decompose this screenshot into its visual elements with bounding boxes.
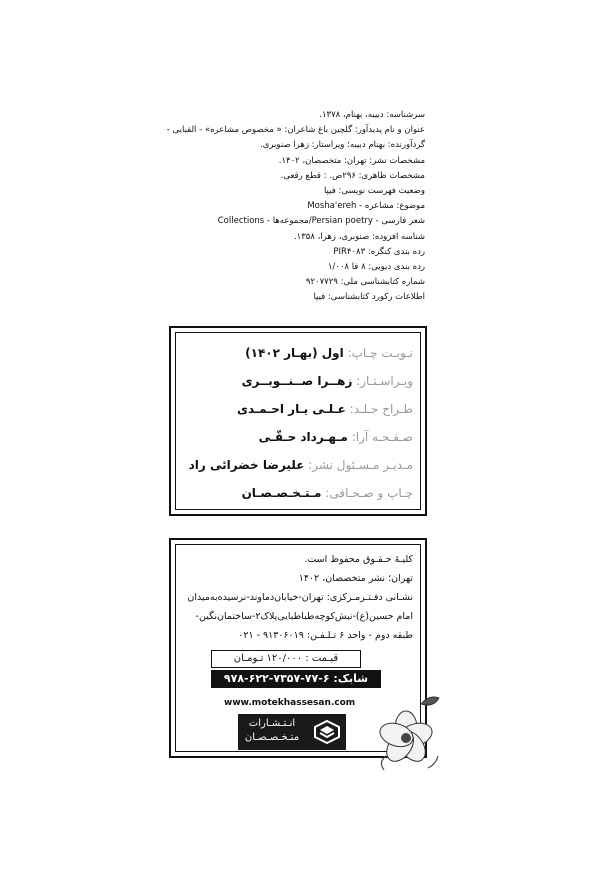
rights-text: کلیـهٔ حـقـوق محفوظ است. (304, 554, 413, 565)
credit-row-print (245, 346, 413, 360)
publisher-logo (238, 714, 346, 750)
cip-line: وضعیت فهرست نویسی: فیپا (323, 186, 425, 197)
credit-value: زهــرا صــنــوبــری (241, 374, 353, 388)
credit-row-cover (237, 402, 413, 416)
address-phone-line: طبقه دوم - واحد ۶ تـلـفـن: ۹۱۳۰۶۰۱۹ - ۰۲۱ (238, 630, 413, 641)
credit-value: عـلـی یـار احـمـدی (237, 402, 346, 416)
credit-label: مـدیـر مـسـئول نشر: (308, 458, 413, 472)
publisher-city-line: تهران؛ نشر متخصصان، ۱۴۰۲ (298, 573, 413, 584)
cip-line: شماره کتابشناسی ملی: ۹۲۰۷۷۲۹ (305, 277, 425, 288)
website-url: www.motekhassesan.com (224, 698, 356, 708)
credit-row-printing (242, 486, 413, 500)
logo-line: انـتـشـارات (248, 718, 296, 729)
credit-label: نـوبـت چـاپ: (347, 346, 413, 360)
credit-value: اول (بهـار ۱۴۰۲) (245, 346, 344, 360)
credits-box (169, 326, 427, 516)
credit-row-manager (189, 458, 413, 472)
cip-block (166, 108, 425, 306)
credit-label: صـفـحـه آرا: (351, 430, 413, 444)
cip-line: موضوع: مشاعره - Mosha'ereh (307, 201, 425, 212)
isbn-label: شابک: ۶-۷۷-۷۳۵۷-۶۲۲-۹۷۸ (211, 670, 381, 688)
cip-line: مشخصات نشر: تهران: متخصصان، ۱۴۰۲. (278, 155, 425, 166)
credit-value: علیرضا خضرائی راد (188, 458, 305, 472)
credit-label: ویـراسـتـار: (356, 374, 413, 388)
cip-line: گردآورنده: بهنام دبیبه؛ ویراستار: زهرا صنوبری. (260, 140, 425, 151)
cip-line: مشخصات ظاهری: ۲۹۶ص. : قطع رقعی. (280, 170, 425, 181)
credit-label: چـاپ و صـحـافی: (325, 486, 413, 500)
price-label: قیـمت : ۱۲۰/۰۰۰ تـومـان (211, 650, 361, 668)
logo-line: متـخـصـصـان (244, 732, 300, 743)
publisher-emblem-icon (314, 720, 340, 744)
cip-line: شعر فارسی - Persian poetry/مجموعه‌ها - Collections (217, 216, 425, 227)
cip-line: رده بندی کنگره: PIR۴۰۸۳ (333, 246, 425, 257)
cip-line: اطلاعات رکورد کتابشناسی: فیپا (313, 292, 425, 303)
credit-row-layout (259, 430, 413, 444)
credit-row-editor (242, 374, 413, 388)
cip-line: شناسه افزوده: صنوبری، زهرا، ۱۳۵۸. (293, 231, 425, 242)
address-line: نشـانی دفـتـرمـرکزی: تهران-خیابان‌دماوند-نرسیده‌به‌میدان (187, 592, 413, 603)
cip-line: عنوان و نام پدیدآور: گلچین باغ شاعران: « مخصوص مشاعره» - الفبایی - (166, 125, 425, 136)
credit-value: مـتـخـصـصـان (241, 486, 322, 500)
address-line: امام حسین(ع)-نبش‌کوچه‌طباطبایی‌پلاک۲-ساختمان‌نگین- (195, 611, 413, 622)
credit-label: طـراح جـلـد: (349, 402, 413, 416)
cip-line: سرشناسه: دبیبه، بهنام، ۱۳۷۸. (319, 110, 425, 120)
cip-line: رده بندی دیویی: ۸ فا ۱/۰۰۸ (327, 262, 425, 273)
flower-decoration-icon (366, 690, 446, 780)
logo-text (242, 717, 302, 745)
credit-value: مـهـرداد حـقّـی (258, 430, 348, 444)
